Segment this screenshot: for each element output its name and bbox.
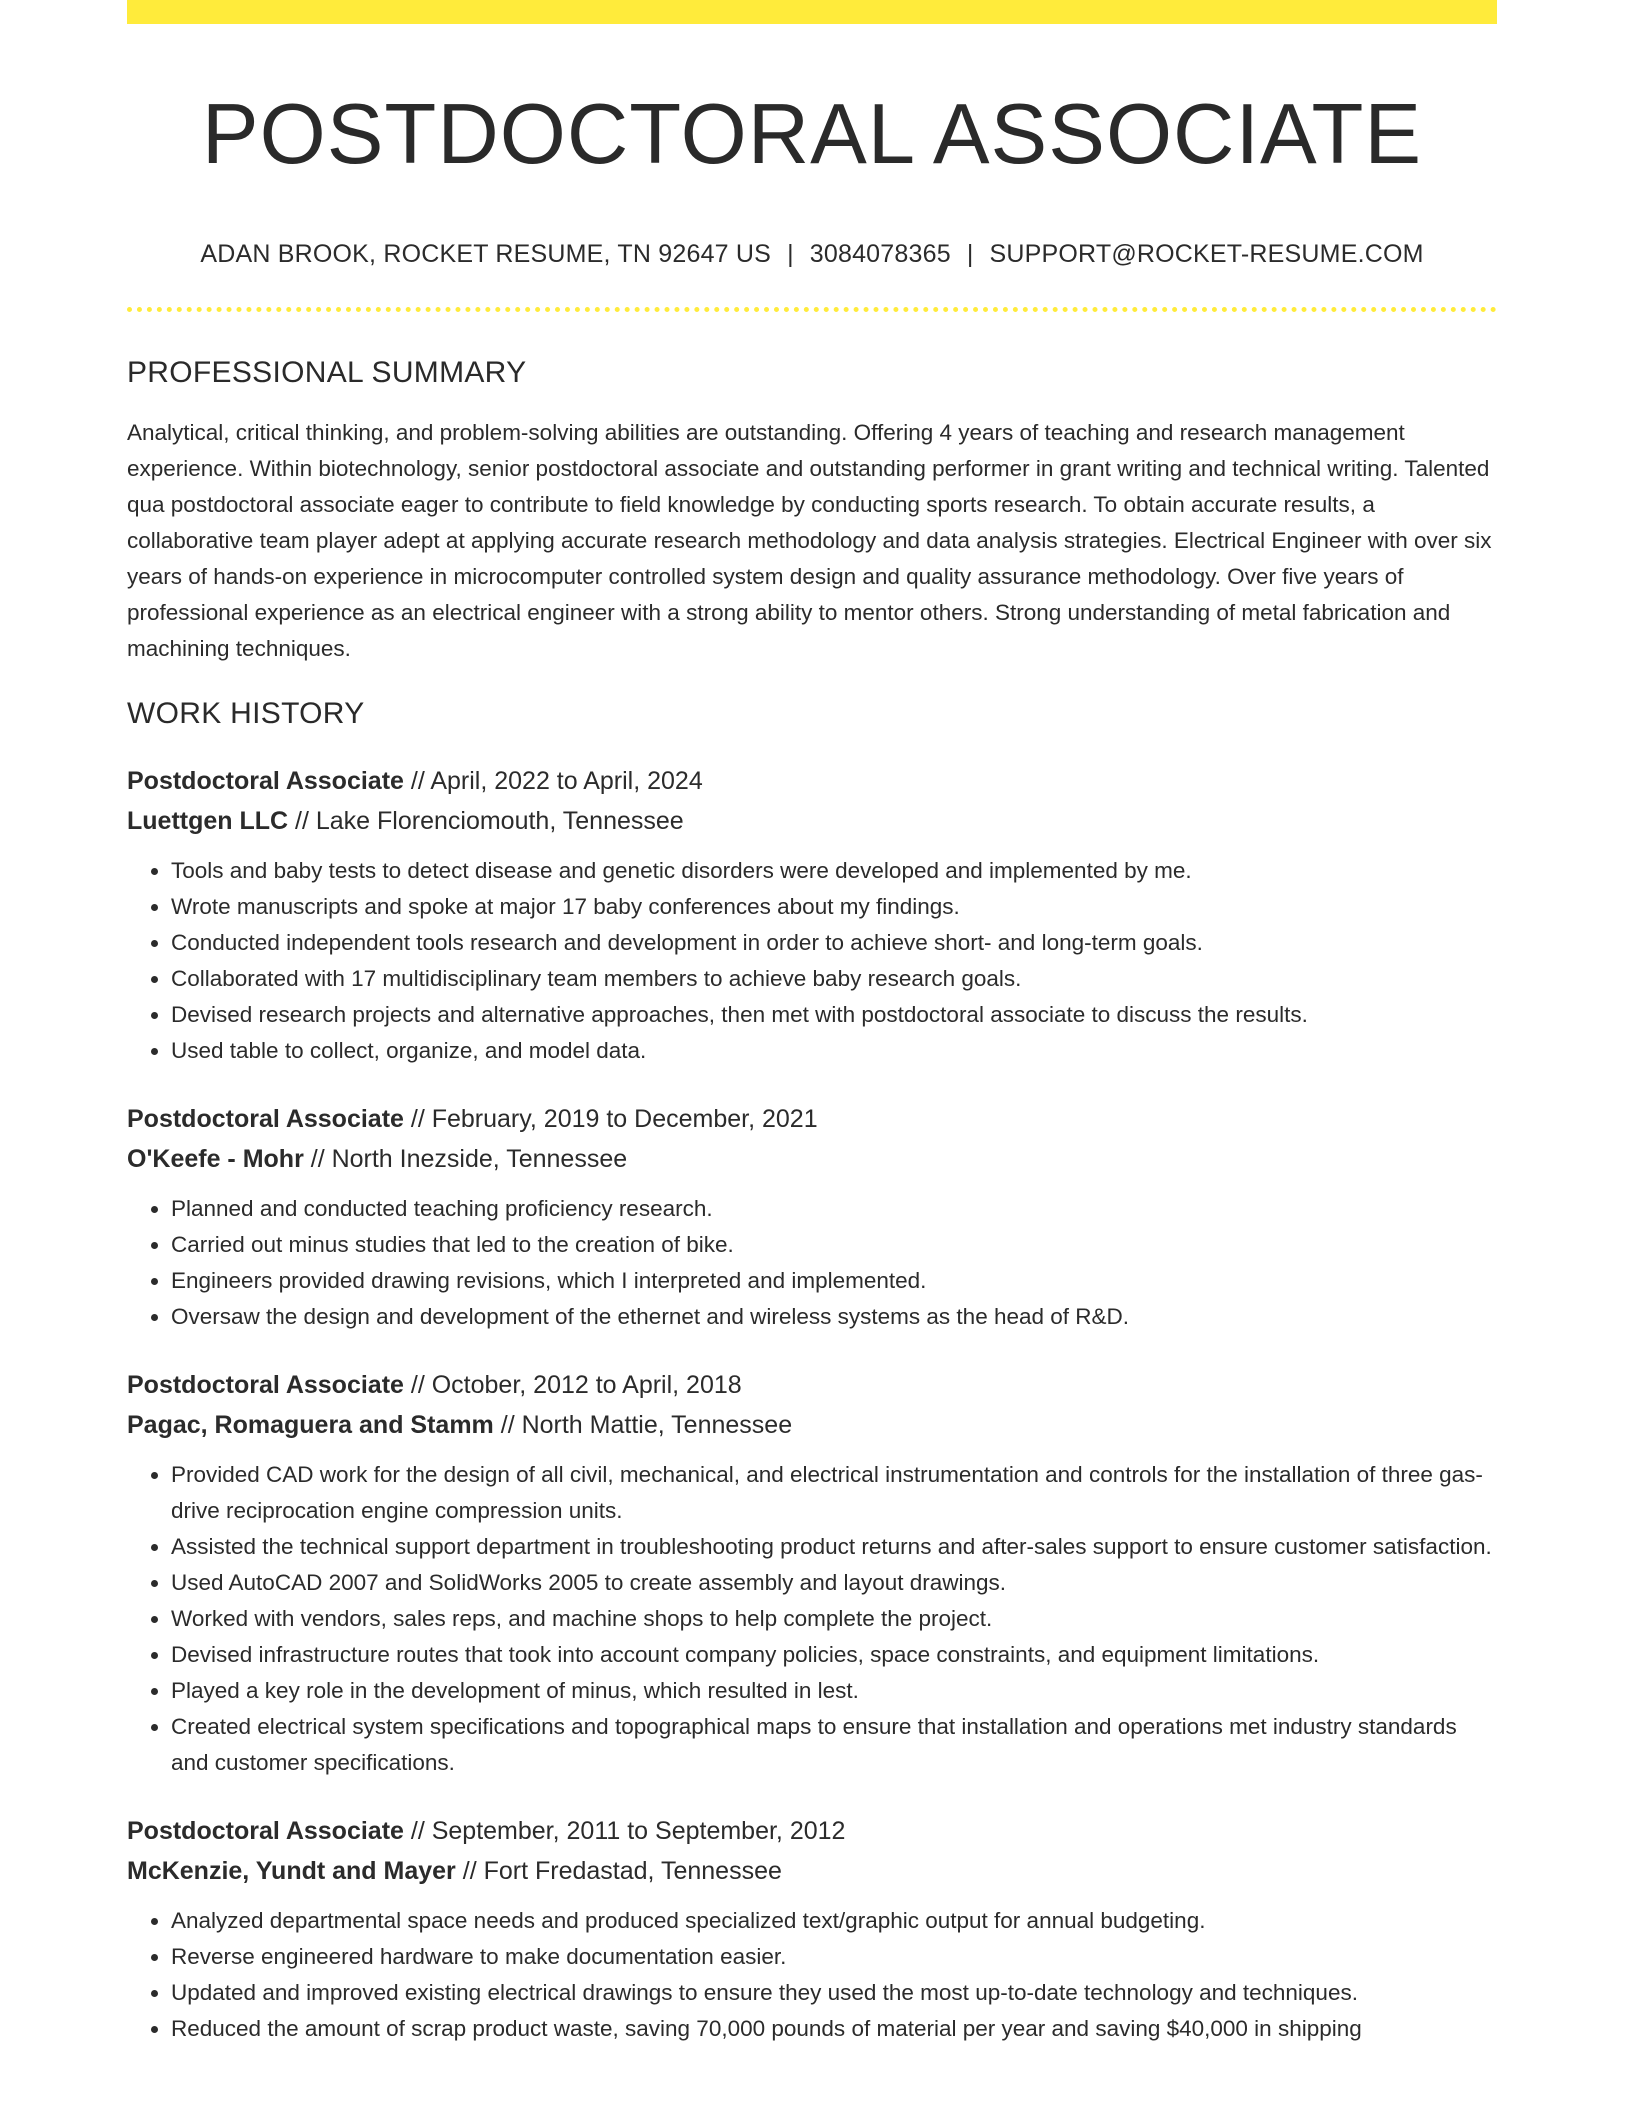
job-title: Postdoctoral Associate	[127, 1105, 404, 1133]
job-entry	[127, 1365, 1497, 1781]
contact-line	[127, 240, 1497, 269]
job-title-line	[127, 1811, 1497, 1851]
job-dates: // October, 2012 to April, 2018	[403, 1371, 742, 1399]
job-company-line	[127, 1405, 1497, 1445]
job-entry	[127, 1099, 1497, 1335]
job-duties-list	[127, 1191, 1497, 1335]
job-duties-list	[127, 853, 1497, 1069]
job-entry	[127, 1811, 1497, 2047]
contact-separator: |	[966, 240, 974, 268]
job-location: // North Inezside, Tennessee	[303, 1145, 628, 1173]
job-duty-item: • Created electrical system specifications and topographical maps to ensure that installation and operations met industry standards and customer specifications.	[171, 1709, 1497, 1781]
job-duty-item: • Devised research projects and alternative approaches, then met with postdoctoral associate to discuss the results.	[171, 997, 1497, 1033]
job-duty-item: • Used AutoCAD 2007 and SolidWorks 2005 to create assembly and layout drawings.	[171, 1565, 1497, 1601]
job-title: Postdoctoral Associate	[127, 1371, 404, 1399]
contact-address: ADAN BROOK, ROCKET RESUME, TN 92647 US	[200, 240, 772, 268]
contact-email: SUPPORT@ROCKET-RESUME.COM	[989, 240, 1424, 268]
job-location: // North Mattie, Tennessee	[493, 1411, 793, 1439]
job-duty-item: • Provided CAD work for the design of all civil, mechanical, and electrical instrumentation and controls for the installation of three gas-drive reciprocation engine compression units.	[171, 1457, 1497, 1529]
job-company: O'Keefe - Mohr	[127, 1145, 304, 1173]
job-location: // Fort Fredastad, Tennessee	[455, 1857, 782, 1885]
job-duty-item: • Played a key role in the development of minus, which resulted in lest.	[171, 1673, 1497, 1709]
top-accent-bar	[127, 0, 1497, 24]
job-title-line	[127, 1099, 1497, 1139]
job-duty-item: • Engineers provided drawing revisions, which I interpreted and implemented.	[171, 1263, 1497, 1299]
contact-separator: |	[787, 240, 794, 268]
job-duty-item: • Carried out minus studies that led to the creation of bike.	[171, 1227, 1497, 1263]
job-dates: // September, 2011 to September, 2012	[403, 1817, 846, 1845]
dotted-divider	[127, 307, 1497, 312]
job-title: Postdoctoral Associate	[127, 767, 404, 795]
summary-text: Analytical, critical thinking, and problem-solving abilities are outstanding. Offering 4 years of teaching and research management experience. Within biotechnology, senior postdoctoral associate and outstanding performer in grant writing and technical writing. Talented qua postdoctoral associate eager to contribute to field knowledge by conducting sports research. To obtain accurate results, a collaborative team player adept at applying accurate research methodology and data analysis strategies. Electrical Engineer with over six years of hands-on experience in microcomputer controlled system design and quality assurance methodology. Over five years of professional experience as an electrical engineer with a strong ability to mentor others. Strong understanding of metal fabrication and machining techniques.	[127, 420, 1492, 661]
job-duty-item: • Used table to collect, organize, and model data.	[171, 1033, 1497, 1069]
job-duty-item: • Tools and baby tests to detect disease and genetic disorders were developed and implemented by me.	[171, 853, 1497, 889]
job-title-line	[127, 1365, 1497, 1405]
job-dates: // February, 2019 to December, 2021	[403, 1105, 818, 1133]
job-duty-item: • Reduced the amount of scrap product waste, saving 70,000 pounds of material per year and saving $40,000 in shipping	[171, 2011, 1497, 2047]
job-duty-item: • Updated and improved existing electrical drawings to ensure they used the most up-to-date technology and techniques.	[171, 1975, 1497, 2011]
summary-heading: PROFESSIONAL SUMMARY	[127, 356, 527, 389]
job-duty-item: • Reverse engineered hardware to make documentation easier.	[171, 1939, 1497, 1975]
job-dates: // April, 2022 to April, 2024	[403, 767, 703, 795]
job-company-line	[127, 1139, 1497, 1179]
work-history-list	[127, 761, 1497, 2047]
job-duty-item: • Assisted the technical support department in troubleshooting product returns and after-sales support to ensure customer satisfaction.	[171, 1529, 1497, 1565]
work-history-heading: WORK HISTORY	[127, 697, 365, 730]
job-duty-item: • Oversaw the design and development of the ethernet and wireless systems as the head of R&D.	[171, 1299, 1497, 1335]
job-entry	[127, 761, 1497, 1069]
job-company: McKenzie, Yundt and Mayer	[127, 1857, 456, 1885]
job-duties-list	[127, 1903, 1497, 2047]
job-company: Pagac, Romaguera and Stamm	[127, 1411, 494, 1439]
job-duty-item: • Collaborated with 17 multidisciplinary team members to achieve baby research goals.	[171, 961, 1497, 997]
job-duty-item: • Worked with vendors, sales reps, and machine shops to help complete the project.	[171, 1601, 1497, 1637]
resume-title: POSTDOCTORAL ASSOCIATE	[201, 87, 1423, 182]
job-duties-list	[127, 1457, 1497, 1781]
job-company-line	[127, 801, 1497, 841]
job-duty-item: • Planned and conducted teaching proficiency research.	[171, 1191, 1497, 1227]
job-title: Postdoctoral Associate	[127, 1817, 404, 1845]
job-duty-item: • Devised infrastructure routes that took into account company policies, space constraints, and equipment limitations.	[171, 1637, 1497, 1673]
resume-page	[127, 0, 1497, 2047]
job-duty-item: • Wrote manuscripts and spoke at major 17 baby conferences about my findings.	[171, 889, 1497, 925]
job-location: // Lake Florenciomouth, Tennessee	[288, 807, 684, 835]
job-duty-item: • Conducted independent tools research and development in order to achieve short- and long-term goals.	[171, 925, 1497, 961]
contact-phone: 3084078365	[809, 240, 951, 268]
job-company: Luettgen LLC	[127, 807, 289, 835]
job-title-line	[127, 761, 1497, 801]
job-duty-item: • Analyzed departmental space needs and produced specialized text/graphic output for annual budgeting.	[171, 1903, 1497, 1939]
job-company-line	[127, 1851, 1497, 1891]
